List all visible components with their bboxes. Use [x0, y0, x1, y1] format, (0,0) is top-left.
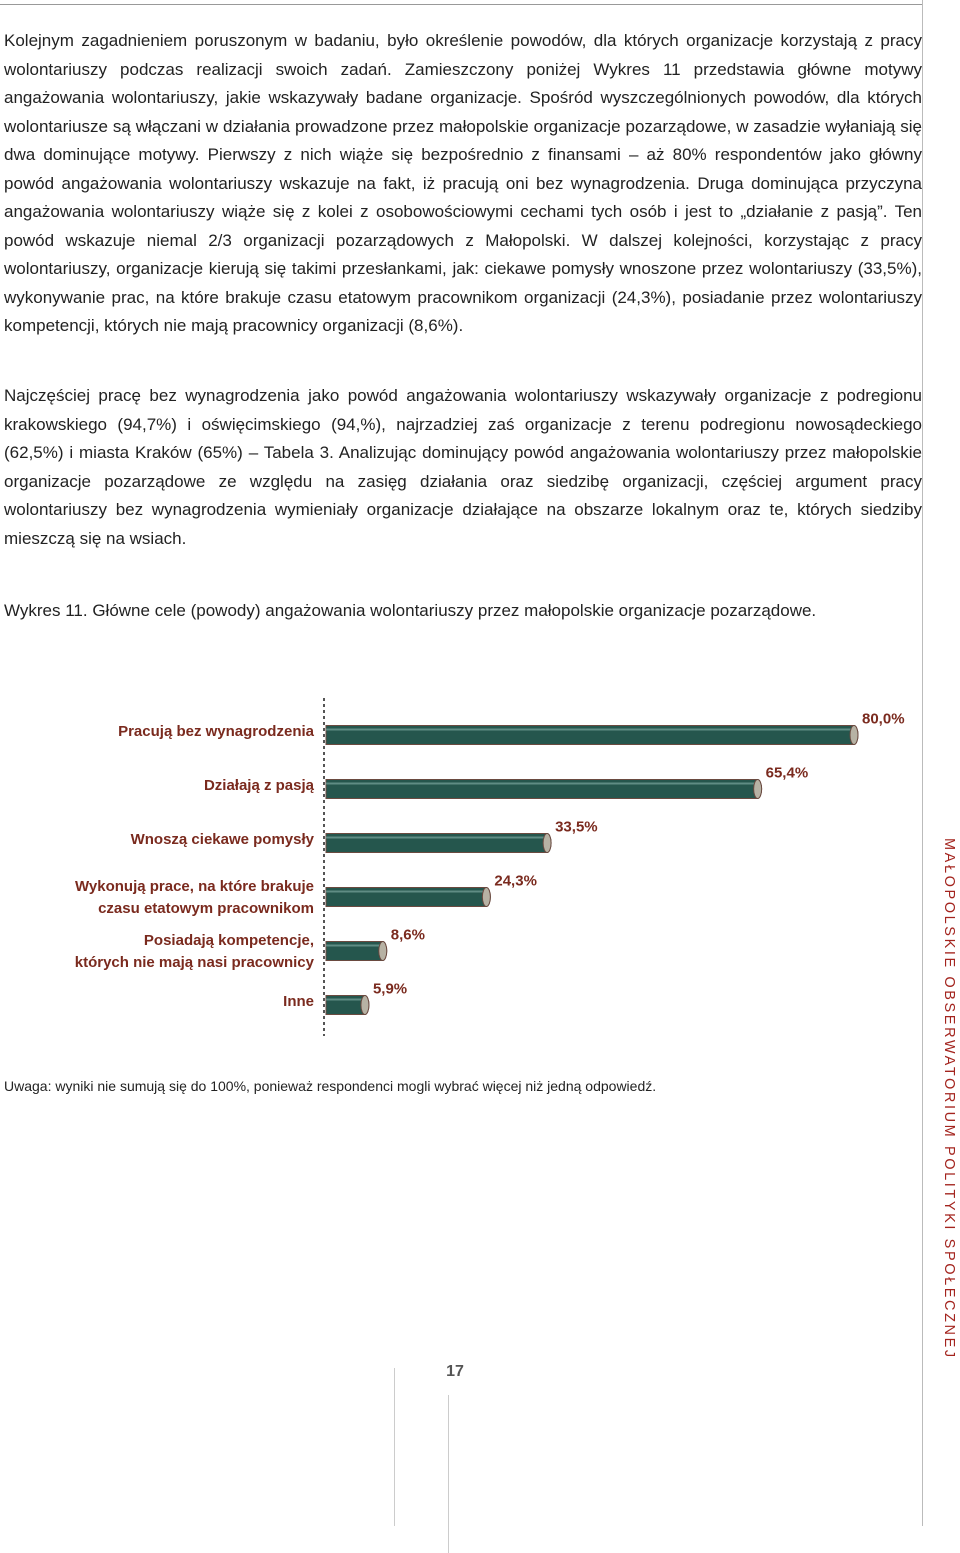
data-label: 24,3%: [494, 872, 537, 890]
footer-rule-left: [394, 1368, 395, 1526]
data-label: 8,6%: [390, 926, 425, 944]
series-title-vertical: MAŁOPOLSKIE OBSERWATORIUM POLITYKI SPOŁECZNEJ: [941, 838, 957, 1360]
category-label: Inne: [283, 993, 314, 1010]
chart-caption: Wykres 11. Główne cele (powody) angażowania wolontariuszy przez małopolskie organizacje pozarządowe.: [4, 601, 817, 620]
bar-end: [754, 780, 762, 799]
bar: [326, 888, 486, 907]
page-number: 17: [446, 1363, 464, 1380]
bar: [326, 834, 547, 853]
bar-end: [361, 996, 369, 1015]
category-label: Posiadają kompetencje,: [143, 932, 314, 949]
paragraph-2: Najczęściej pracę bez wynagrodzenia jako powód angażowania wolontariuszy wskazywały organizacje z podregionu krakowskiego (94,7%) i oświęcimskiego (94,%), najrzadziej zaś organizacje z terenu podregionu nowosądeckiego (62,5%) i miasta Kraków (65%) – Tabela 3. Analizując dominujący powód angażowania wolontariuszy przez małopolskie organizacje pozarządowe ze względu na zasięg działania oraz siedzibę organizacji, częściej argument pracy wolontariuszy bez wynagrodzenia wymieniały organizacje działające na obszarze lokalnym oraz te, których siedziby mieszczą się na wsiach.: [4, 386, 922, 548]
bar-highlight: [326, 891, 486, 893]
bar: [326, 726, 854, 745]
bar-highlight: [326, 945, 383, 947]
bar: [326, 996, 365, 1015]
bar-highlight: [326, 837, 547, 839]
category-label: Wnoszą ciekawe pomysły: [130, 831, 314, 848]
data-label: 80,0%: [862, 710, 905, 728]
category-label: Działają z pasją: [203, 777, 314, 794]
bar: [326, 780, 758, 799]
category-label: których nie mają nasi pracownicy: [74, 954, 314, 971]
footer-rule-right: [448, 1395, 449, 1553]
bar-highlight: [326, 783, 758, 785]
bar-end: [850, 726, 858, 745]
paragraph-1: Kolejnym zagadnieniem poruszonym w badaniu, było określenie powodów, dla których organizacje korzystają z pracy wolontariuszy podczas realizacji swoich zadań. Zamieszczony poniżej Wykres 11 przedstawia główne motywy angażowania wolontariuszy, jakie wskazywały badane organizacje. Spośród wyszczególnionych powodów, dla których wolontariusze są włączani w działania prowadzone przez małopolskie organizacje pozarządowe, w zasadzie wyłaniają się dwa dominujące motywy. Pierwszy z nich wiąże się bezpośrednio z finansami – aż 80% respondentów jako główny powód angażowania wolontariuszy wskazuje na fakt, iż pracują oni bez wynagrodzenia. Druga dominująca przyczyna angażowania wolontariuszy wiąże się z kolei z osobowościowymi cechami tych osób i jest to „działanie z pasją”. Ten powód wskazuje niemal 2/3 organizacji pozarządowych z Małopolski. W dalszej kolejności, korzystając z pracy wolontariuszy, organizacje kierują się takimi przesłankami, jak: ciekawe pomysły wnoszone przez wolontariuszy (33,5%), wykonywanie prac, na które brakuje czasu etatowym pracownikom organizacji (24,3%), posiadanie przez wolontariuszy kompetencji, których nie mają pracownicy organizacji (8,6%).: [4, 31, 922, 335]
data-label: 5,9%: [372, 980, 408, 998]
bar-highlight: [326, 729, 854, 731]
category-label: czasu etatowym pracownikom: [98, 900, 314, 917]
bar-chart-svg: [20, 690, 905, 1060]
bar-end: [482, 888, 490, 907]
category-label: Wykonują prace, na które brakuje: [75, 878, 314, 895]
top-rule: [0, 4, 922, 5]
chart-note: Uwaga: wyniki nie sumują się do 100%, ponieważ respondenci mogli wybrać więcej niż jedną odpowiedź.: [4, 1078, 657, 1094]
bar-end: [379, 942, 387, 961]
category-label: Pracują bez wynagrodzenia: [118, 723, 314, 740]
bar-chart: [20, 690, 905, 1060]
bar-highlight: [326, 999, 365, 1001]
bar: [326, 942, 383, 961]
right-margin-rule: [922, 0, 923, 1526]
bar-end: [543, 834, 551, 853]
data-label: 65,4%: [765, 764, 809, 782]
data-label: 33,5%: [555, 818, 598, 836]
